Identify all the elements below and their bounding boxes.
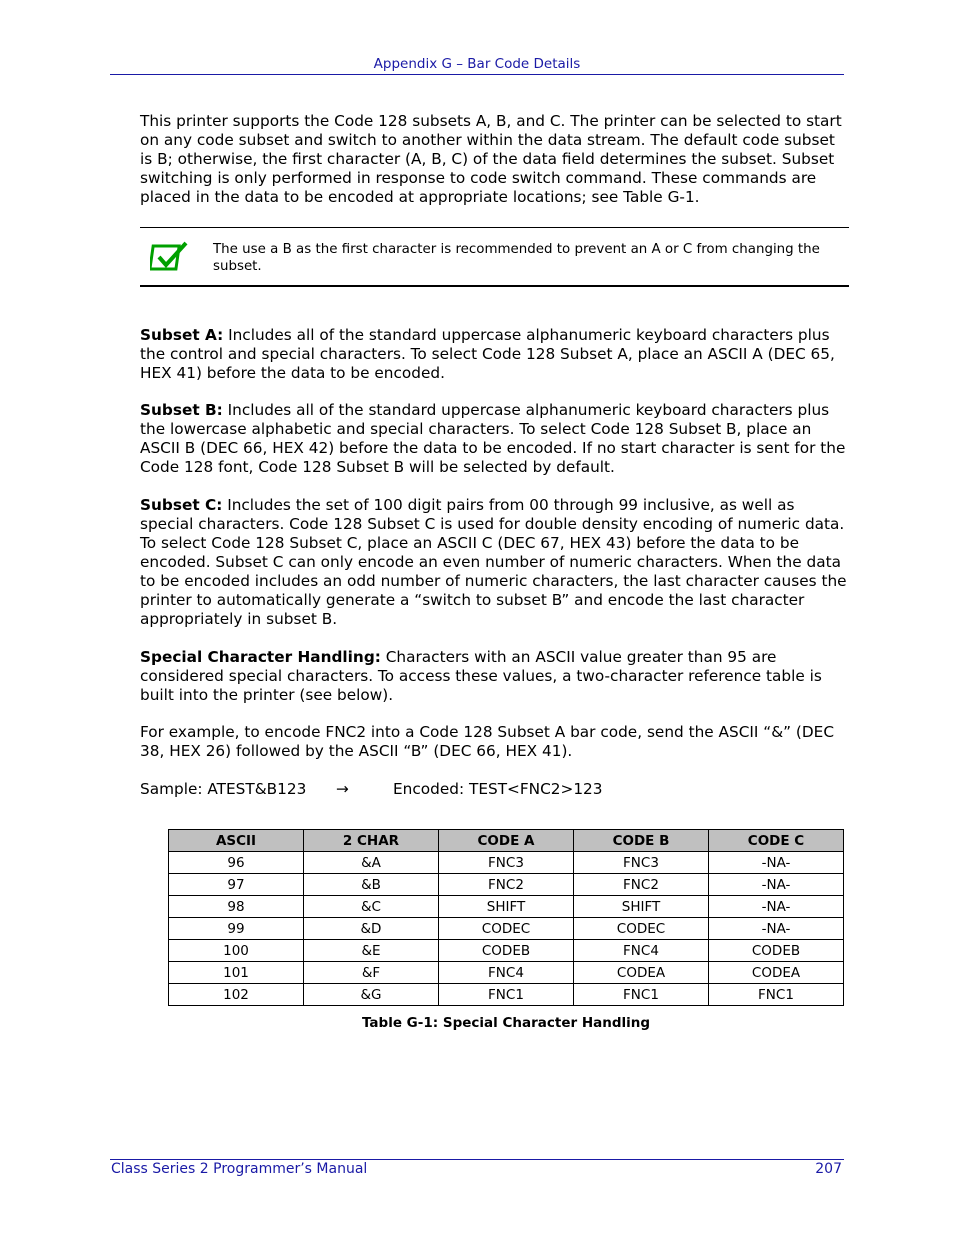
table-cell: FNC3 [439,852,574,874]
subset-a-label: Subset A: [140,326,224,344]
table-cell: FNC3 [574,852,709,874]
table-row [169,962,844,984]
column-header: CODE A [439,830,574,852]
table-cell: CODEC [439,918,574,940]
table-cell: &G [304,984,439,1006]
table-cell: 96 [169,852,304,874]
subset-a-text: Includes all of the standard uppercase alphanumeric keyboard characters plus the control and special characters. To select Code 128 Subset A, place an ASCII A (DEC 65, HEX 41) before the data to be encoded. [140,326,835,382]
sample-line [140,780,660,799]
table-row [169,984,844,1006]
subset-c-paragraph [140,496,848,629]
note-bottom-rule [140,285,849,287]
column-header: CODE C [709,830,844,852]
table-cell: FNC1 [439,984,574,1006]
table-cell: 98 [169,896,304,918]
table-cell: 100 [169,940,304,962]
table-cell: FNC4 [439,962,574,984]
note-top-rule [140,227,849,228]
table-cell: &B [304,874,439,896]
table-cell: SHIFT [574,896,709,918]
subset-c-text: Includes the set of 100 digit pairs from 00 through 99 inclusive, as well as special characters. Code 128 Subset C is used for double density encoding of numeric data. To select Code 128 Subset C, place an ASCII C (DEC 67, HEX 43) before the data to be encoded. Subset C can only encode an even number of numeric characters. When the data to be encoded includes an odd number of numeric characters, the last character causes the printer to automatically generate a “switch to subset B” and encode the last character appropriately in subset B. [140,496,847,628]
table-cell: FNC2 [439,874,574,896]
column-header: CODE B [574,830,709,852]
subset-b-paragraph [140,401,848,477]
table-cell: -NA- [709,874,844,896]
table-cell: CODEA [574,962,709,984]
special-handling-label: Special Character Handling: [140,648,381,666]
table-cell: CODEA [709,962,844,984]
table-cell: -NA- [709,896,844,918]
table-cell: -NA- [709,918,844,940]
note-text: The use a B as the first character is recommended to prevent an A or C from changing the subset. [213,242,820,274]
column-header: 2 CHAR [304,830,439,852]
special-character-table [168,829,844,1006]
subset-a-paragraph [140,326,848,383]
table-row [169,874,844,896]
header-divider [110,74,844,75]
table-cell: CODEB [439,940,574,962]
table-cell: 97 [169,874,304,896]
table-row [169,896,844,918]
table-row [169,918,844,940]
checkmark-note-icon [150,240,190,272]
table-cell: &D [304,918,439,940]
table-cell: CODEB [709,940,844,962]
table-cell: FNC1 [574,984,709,1006]
table-cell: FNC1 [709,984,844,1006]
table-cell: &A [304,852,439,874]
table-cell: &C [304,896,439,918]
table-cell: 101 [169,962,304,984]
footer-manual-title: Class Series 2 Programmer’s Manual [111,1161,368,1177]
subset-c-label: Subset C: [140,496,223,514]
example-paragraph: For example, to encode FNC2 into a Code 128 Subset A bar code, send the ASCII “&” (DEC 38, HEX 26) followed by the ASCII “B” (DEC 66, HEX 41). [140,723,835,760]
table-cell: -NA- [709,852,844,874]
special-handling-paragraph [140,648,848,705]
special-handling-text: Characters with an ASCII value greater than 95 are considered special characters. To access these values, a two-character reference table is built into the printer (see below). [140,648,822,704]
encoded-label: Encoded: TEST<FNC2>123 [393,780,603,798]
table-header-row [169,830,844,852]
page-number: 207 [815,1161,842,1177]
page-header-title: Appendix G – Bar Code Details [373,56,581,72]
footer-divider [110,1159,844,1160]
table-cell: FNC2 [574,874,709,896]
table-row [169,852,844,874]
table-cell: 102 [169,984,304,1006]
table-cell: FNC4 [574,940,709,962]
table-caption: Table G-1: Special Character Handling [361,1015,651,1031]
table-cell: &F [304,962,439,984]
sample-label: Sample: ATEST&B123 [140,780,307,798]
table-cell: CODEC [574,918,709,940]
subset-b-label: Subset B: [140,401,223,419]
intro-paragraph: This printer supports the Code 128 subsets A, B, and C. The printer can be selected to start on any code subset and switch to another within the data stream. The default code subset is B; otherwise, the first character (A, B, C) of the data field determines the subset. Subset switching is only performed in response to code switch command. These commands are placed in the data to be encoded at appropriate locations; see Table G-1. [140,112,842,206]
table-cell: &E [304,940,439,962]
arrow-icon: → [336,780,349,798]
column-header: ASCII [169,830,304,852]
subset-b-text: Includes all of the standard uppercase alphanumeric keyboard characters plus the lowercase alphabetic and special characters. To select Code 128 Subset B, place an ASCII B (DEC 66, HEX 42) before the data to be encoded. If no start character is sent for the Code 128 font, Code 128 Subset B will be selected by default. [140,401,846,476]
table-cell: 99 [169,918,304,940]
table-cell: SHIFT [439,896,574,918]
table-row [169,940,844,962]
